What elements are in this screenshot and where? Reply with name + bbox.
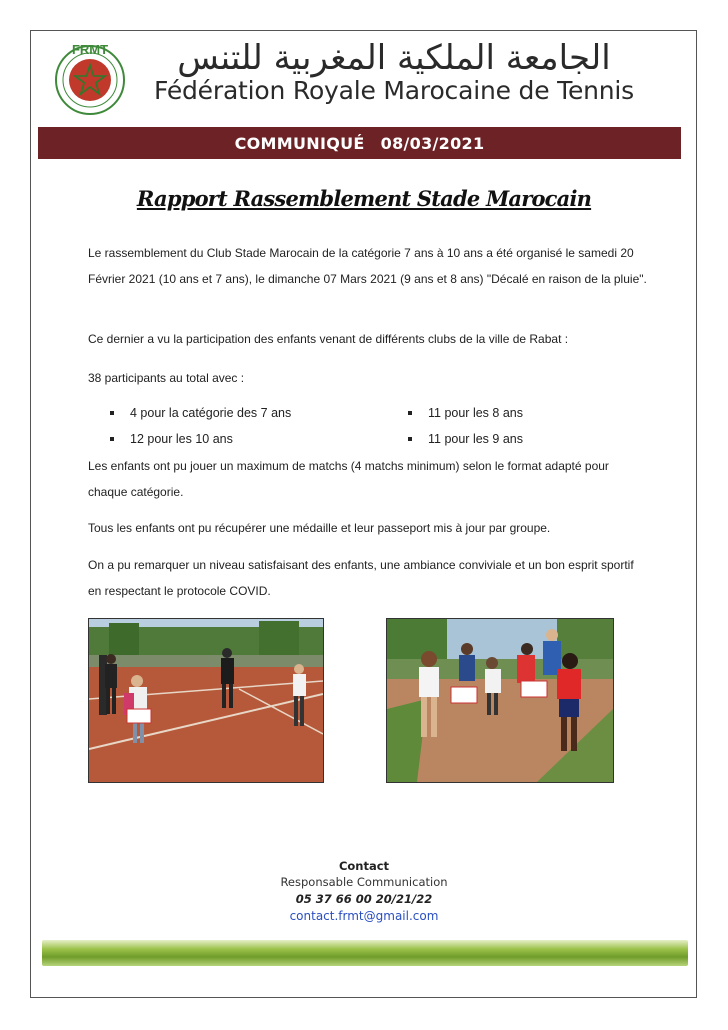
paragraph-conclusion: On a pu remarquer un niveau satisfaisant des enfants, une ambiance conviviale et un bon esprit sportif en respectant le protocole COVID.: [88, 558, 634, 598]
grass-decoration: [42, 940, 688, 966]
paragraph-participation: Ce dernier a vu la participation des enfants venant de différents clubs de la ville de Rabat :: [88, 332, 569, 346]
bullet-icon: [110, 437, 114, 441]
paragraph-medals: Tous les enfants ont pu récupérer une médaille et leur passeport mis à jour par groupe.: [88, 521, 551, 535]
contact-block: [0, 858, 728, 925]
contact-email-link[interactable]: contact.frmt@gmail.com: [289, 909, 439, 923]
communique-label: COMMUNIQUÉ: [234, 133, 365, 153]
bullet-icon: [408, 437, 412, 441]
children-diplomas-photo: [386, 618, 614, 783]
bullet-icon: [408, 411, 412, 415]
paragraph-matches: Les enfants ont pu jouer un maximum de matchs (4 matchs minimum) selon le format adapté pour chaque catégorie.: [88, 459, 609, 499]
list-item: 11 pour les 9 ans: [408, 426, 630, 452]
communique-date: 08/03/2021: [380, 133, 485, 153]
participants-list: [110, 400, 630, 452]
arabic-federation-title: الجامعة الملكية المغربية للتنس: [177, 38, 611, 78]
contact-phone: 05 37 66 00 20/21/22: [295, 892, 433, 906]
logo-text: FRMT: [71, 42, 109, 57]
report-title: Rapport Rassemblement Stade Marocain: [136, 186, 592, 211]
contact-heading: Contact: [338, 859, 390, 873]
bullet-icon: [110, 411, 114, 415]
contact-role: Responsable Communication: [280, 875, 448, 889]
french-federation-title: Fédération Royale Marocaine de Tennis: [154, 76, 634, 105]
frmt-logo: [52, 40, 128, 116]
paragraph-participants-total: 38 participants au total avec :: [88, 371, 245, 385]
communique-banner: [38, 127, 681, 159]
list-item: 4 pour la catégorie des 7 ans: [110, 400, 408, 426]
paragraph-organisation: Le rassemblement du Club Stade Marocain de la catégorie 7 ans à 10 ans a été organisé le samedi 20 Février 2021 (10 ans et 7 ans), le dimanche 07 Mars 2021 (9 ans et 8 ans) "Décalé en raison de la pluie".: [88, 246, 647, 286]
list-item: 12 pour les 10 ans: [110, 426, 408, 452]
list-item: 11 pour les 8 ans: [408, 400, 630, 426]
tennis-court-photo: [88, 618, 324, 783]
page-border: [30, 30, 697, 998]
